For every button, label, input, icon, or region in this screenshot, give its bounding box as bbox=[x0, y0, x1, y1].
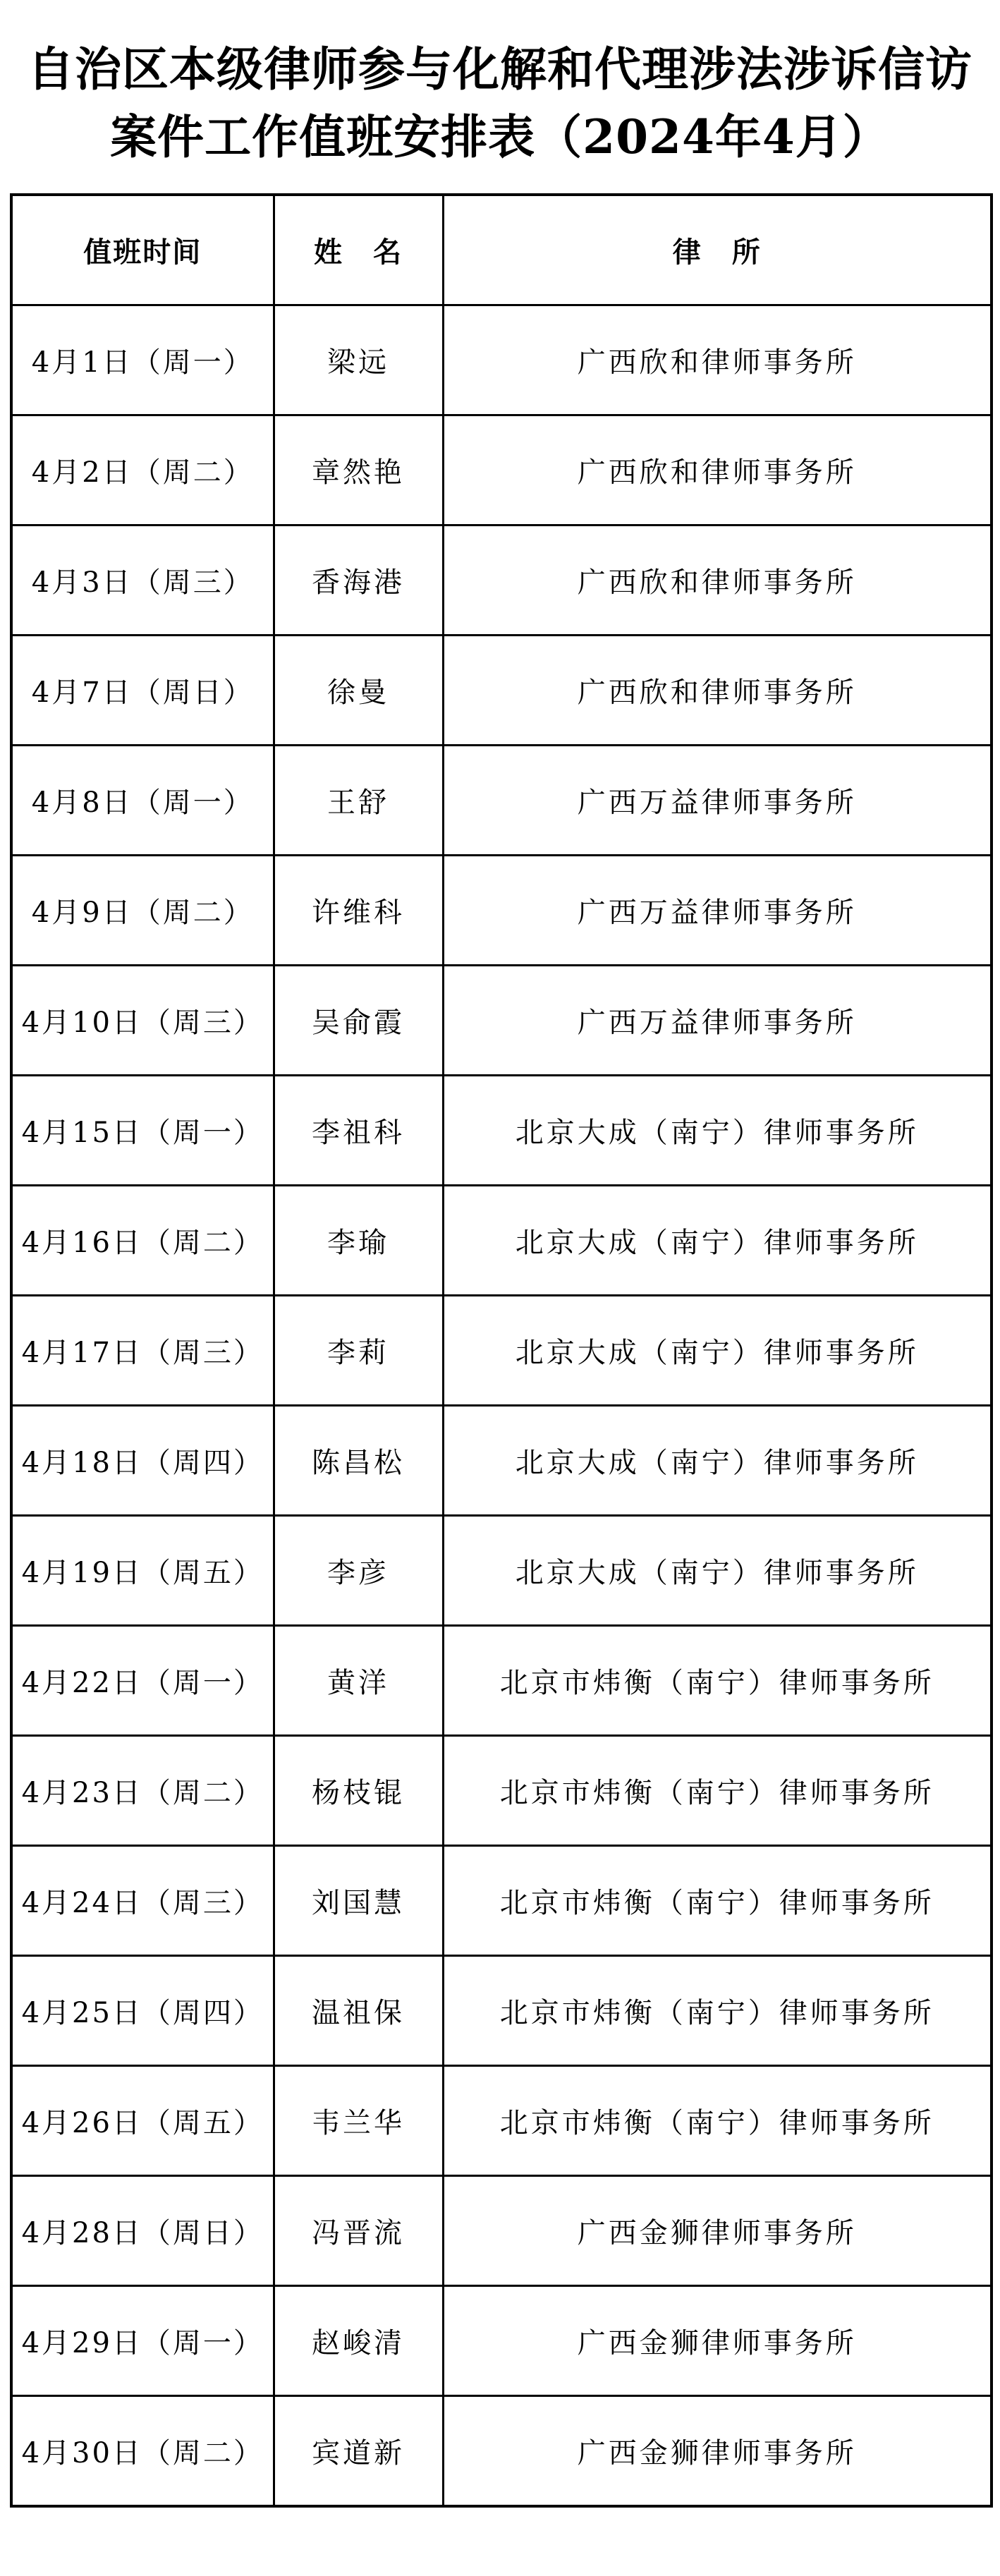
law-firm-cell: 北京市炜衡（南宁）律师事务所 bbox=[443, 1956, 992, 2066]
lawyer-name-cell: 冯晋流 bbox=[274, 2176, 443, 2286]
law-firm-cell: 北京市炜衡（南宁）律师事务所 bbox=[443, 1846, 992, 1956]
table-row bbox=[11, 746, 992, 856]
duty-date-cell: 4月3日（周三） bbox=[11, 525, 274, 636]
lawyer-name-cell: 徐曼 bbox=[274, 636, 443, 746]
lawyer-name-cell: 赵峻清 bbox=[274, 2286, 443, 2396]
lawyer-name-cell: 杨枝锟 bbox=[274, 1736, 443, 1846]
table-row bbox=[11, 856, 992, 966]
law-firm-cell: 北京市炜衡（南宁）律师事务所 bbox=[443, 1736, 992, 1846]
law-firm-cell: 北京大成（南宁）律师事务所 bbox=[443, 1186, 992, 1296]
law-firm-cell: 北京市炜衡（南宁）律师事务所 bbox=[443, 1626, 992, 1736]
duty-date-cell: 4月16日（周二） bbox=[11, 1186, 274, 1296]
law-firm-cell: 北京大成（南宁）律师事务所 bbox=[443, 1406, 992, 1516]
duty-date-cell: 4月26日（周五） bbox=[11, 2066, 274, 2176]
law-firm-cell: 北京大成（南宁）律师事务所 bbox=[443, 1516, 992, 1626]
duty-date-cell: 4月17日（周三） bbox=[11, 1296, 274, 1406]
law-firm-cell: 广西万益律师事务所 bbox=[443, 856, 992, 966]
lawyer-name-cell: 陈昌松 bbox=[274, 1406, 443, 1516]
duty-date-cell: 4月28日（周日） bbox=[11, 2176, 274, 2286]
table-row bbox=[11, 636, 992, 746]
lawyer-name-cell: 李祖科 bbox=[274, 1076, 443, 1186]
table-row bbox=[11, 415, 992, 525]
title-line-1: 自治区本级律师参与化解和代理涉法涉诉信访 bbox=[28, 42, 972, 97]
lawyer-name-cell: 吴俞霞 bbox=[274, 966, 443, 1076]
lawyer-name-cell: 梁远 bbox=[274, 305, 443, 415]
duty-date-cell: 4月30日（周二） bbox=[11, 2396, 274, 2507]
duty-date-cell: 4月1日（周一） bbox=[11, 305, 274, 415]
duty-date-cell: 4月25日（周四） bbox=[11, 1956, 274, 2066]
lawyer-name-cell: 宾道新 bbox=[274, 2396, 443, 2507]
document-title bbox=[0, 35, 1000, 171]
header-law-firm: 律 所 bbox=[443, 195, 992, 305]
lawyer-name-cell: 香海港 bbox=[274, 525, 443, 636]
law-firm-cell: 北京大成（南宁）律师事务所 bbox=[443, 1296, 992, 1406]
law-firm-cell: 广西金狮律师事务所 bbox=[443, 2176, 992, 2286]
duty-date-cell: 4月15日（周一） bbox=[11, 1076, 274, 1186]
table-row bbox=[11, 2286, 992, 2396]
lawyer-name-cell: 许维科 bbox=[274, 856, 443, 966]
table-row bbox=[11, 1296, 992, 1406]
duty-date-cell: 4月10日（周三） bbox=[11, 966, 274, 1076]
table-row bbox=[11, 966, 992, 1076]
lawyer-name-cell: 黄洋 bbox=[274, 1626, 443, 1736]
duty-schedule-table bbox=[10, 193, 993, 2508]
table-row bbox=[11, 1956, 992, 2066]
law-firm-cell: 广西欣和律师事务所 bbox=[443, 636, 992, 746]
table-row bbox=[11, 1076, 992, 1186]
table-body bbox=[11, 305, 992, 2507]
law-firm-cell: 广西万益律师事务所 bbox=[443, 746, 992, 856]
law-firm-cell: 广西欣和律师事务所 bbox=[443, 525, 992, 636]
table-row bbox=[11, 2396, 992, 2507]
duty-date-cell: 4月9日（周二） bbox=[11, 856, 274, 966]
duty-date-cell: 4月2日（周二） bbox=[11, 415, 274, 525]
header-duty-time: 值班时间 bbox=[11, 195, 274, 305]
duty-date-cell: 4月23日（周二） bbox=[11, 1736, 274, 1846]
law-firm-cell: 广西欣和律师事务所 bbox=[443, 415, 992, 525]
table-row bbox=[11, 1406, 992, 1516]
header-name: 姓 名 bbox=[274, 195, 443, 305]
title-line-2: 案件工作值班安排表（2024年4月） bbox=[110, 109, 890, 164]
table-row bbox=[11, 1846, 992, 1956]
duty-date-cell: 4月29日（周一） bbox=[11, 2286, 274, 2396]
law-firm-cell: 广西万益律师事务所 bbox=[443, 966, 992, 1076]
duty-date-cell: 4月19日（周五） bbox=[11, 1516, 274, 1626]
lawyer-name-cell: 李彦 bbox=[274, 1516, 443, 1626]
law-firm-cell: 广西欣和律师事务所 bbox=[443, 305, 992, 415]
table-row bbox=[11, 2176, 992, 2286]
lawyer-name-cell: 刘国慧 bbox=[274, 1846, 443, 1956]
lawyer-name-cell: 韦兰华 bbox=[274, 2066, 443, 2176]
duty-date-cell: 4月8日（周一） bbox=[11, 746, 274, 856]
table-row bbox=[11, 1736, 992, 1846]
table-row bbox=[11, 305, 992, 415]
law-firm-cell: 广西金狮律师事务所 bbox=[443, 2286, 992, 2396]
table-row bbox=[11, 1186, 992, 1296]
lawyer-name-cell: 李莉 bbox=[274, 1296, 443, 1406]
lawyer-name-cell: 李瑜 bbox=[274, 1186, 443, 1296]
table-header-row bbox=[11, 195, 992, 305]
duty-date-cell: 4月18日（周四） bbox=[11, 1406, 274, 1516]
lawyer-name-cell: 章然艳 bbox=[274, 415, 443, 525]
duty-date-cell: 4月22日（周一） bbox=[11, 1626, 274, 1736]
duty-date-cell: 4月7日（周日） bbox=[11, 636, 274, 746]
duty-date-cell: 4月24日（周三） bbox=[11, 1846, 274, 1956]
law-firm-cell: 北京市炜衡（南宁）律师事务所 bbox=[443, 2066, 992, 2176]
table-row bbox=[11, 1516, 992, 1626]
table-row bbox=[11, 525, 992, 636]
law-firm-cell: 北京大成（南宁）律师事务所 bbox=[443, 1076, 992, 1186]
table-row bbox=[11, 1626, 992, 1736]
table-row bbox=[11, 2066, 992, 2176]
lawyer-name-cell: 王舒 bbox=[274, 746, 443, 856]
law-firm-cell: 广西金狮律师事务所 bbox=[443, 2396, 992, 2507]
lawyer-name-cell: 温祖保 bbox=[274, 1956, 443, 2066]
